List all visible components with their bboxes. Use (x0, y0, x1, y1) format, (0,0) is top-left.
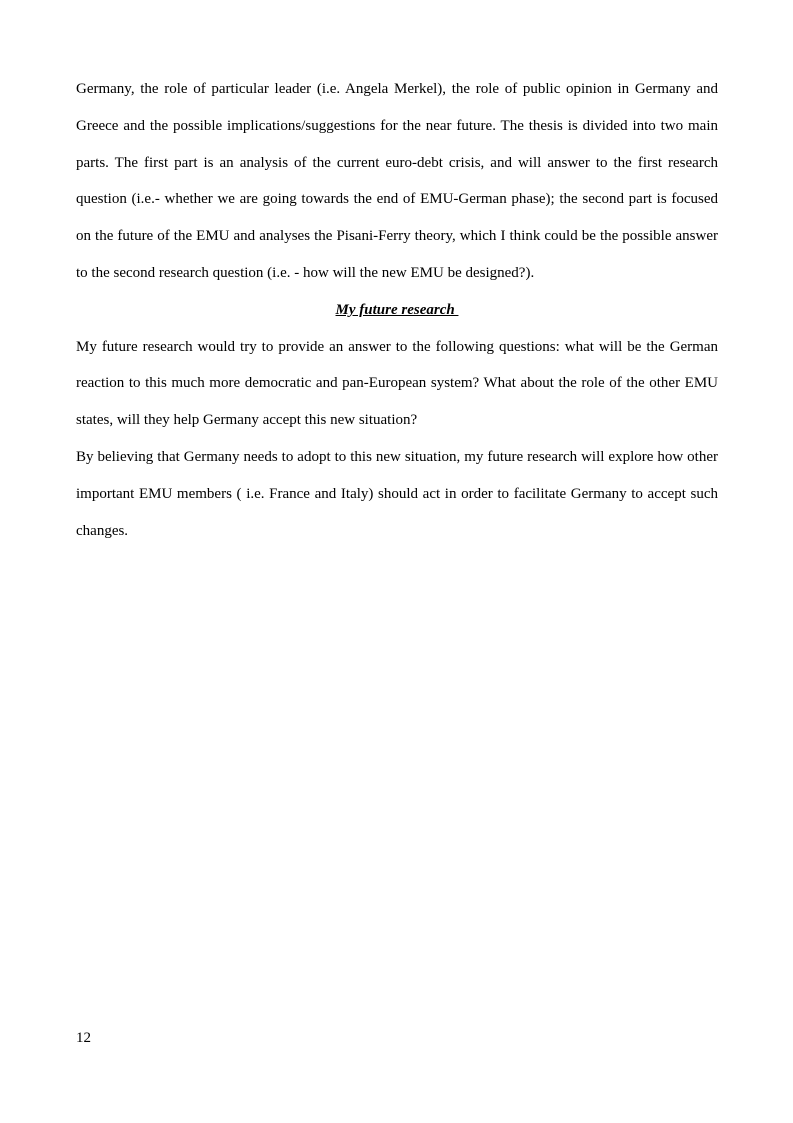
paragraph-future-exploration: By believing that Germany needs to adopt to this new situation, my future research will explore how other important EMU members ( i.e. France and Italy) should act in order to facilitate Germany to accept such changes. (76, 448, 718, 539)
page-number: 12 (76, 1030, 91, 1046)
body-text (76, 71, 718, 549)
paragraph-thesis-structure: Germany, the role of particular leader (i.e. Angela Merkel), the role of public opinion in Germany and Greece and the possible implications/suggestions for the near future. The thesis is divided into two main parts. The first part is an analysis of the current euro-debt crisis, and will answer to the first research question (i.e.- whether we are going towards the end of EMU-German phase); the second part is focused on the future of the EMU and analyses the Pisani-Ferry theory, which I think could be the possible answer to the second research question (i.e. - how will the new EMU be designed?). (76, 81, 718, 281)
section-heading-future-research: My future research (335, 301, 459, 318)
paragraph-future-questions: My future research would try to provide an answer to the following questions: what will be the German reaction to this much more democratic and pan-European system? What about the role of the other EMU states, will they help Germany accept this new situation? (76, 338, 718, 429)
